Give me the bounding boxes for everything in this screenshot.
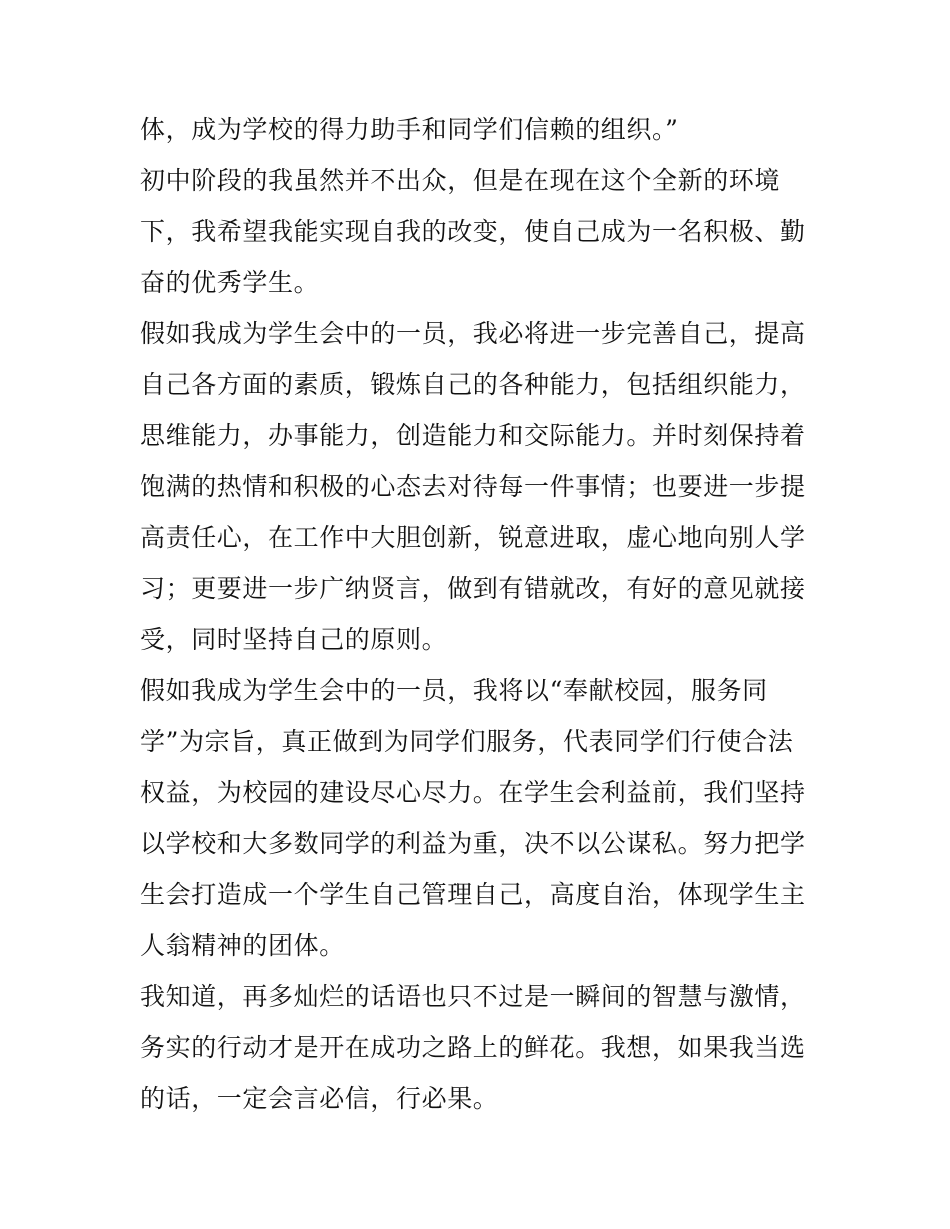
paragraph: 体，成为学校的得力助手和同学们信赖的组织。” <box>140 115 679 144</box>
paragraph: 我知道，再多灿烂的话语也只不过是一瞬间的智慧与激情，务实的行动才是开在成功之路上的鲜花。我想，如果我当选的话，一定会言必信，行必果。 <box>140 982 806 1113</box>
document-body <box>140 104 814 1124</box>
paragraph: 假如我成为学生会中的一员，我必将进一步完善自己，提高自己各方面的素质，锻炼自己的各种能力，包括组织能力，思维能力，办事能力，创造能力和交际能力。并时刻保持着饱满的热情和积极的心态去对待每一件事情；也要进一步提高责任心，在工作中大胆创新，锐意进取，虚心地向别人学习；更要进一步广纳贤言，做到有错就改，有好的意见就接受，同时坚持自己的原则。 <box>140 319 806 654</box>
paragraph: 假如我成为学生会中的一员，我将以“奉献校园，服务同学”为宗旨，真正做到为同学们服务，代表同学们行使合法权益，为校园的建设尽心尽力。在学生会利益前，我们坚持以学校和大多数同学的利益为重，决不以公谋私。努力把学生会打造成一个学生自己管理自己，高度自治，体现学生主人翁精神的团体。 <box>140 676 806 960</box>
paragraph: 初中阶段的我虽然并不出众，但是在现在这个全新的环境下，我希望我能实现自我的改变，使自己成为一名积极、勤奋的优秀学生。 <box>140 166 806 297</box>
